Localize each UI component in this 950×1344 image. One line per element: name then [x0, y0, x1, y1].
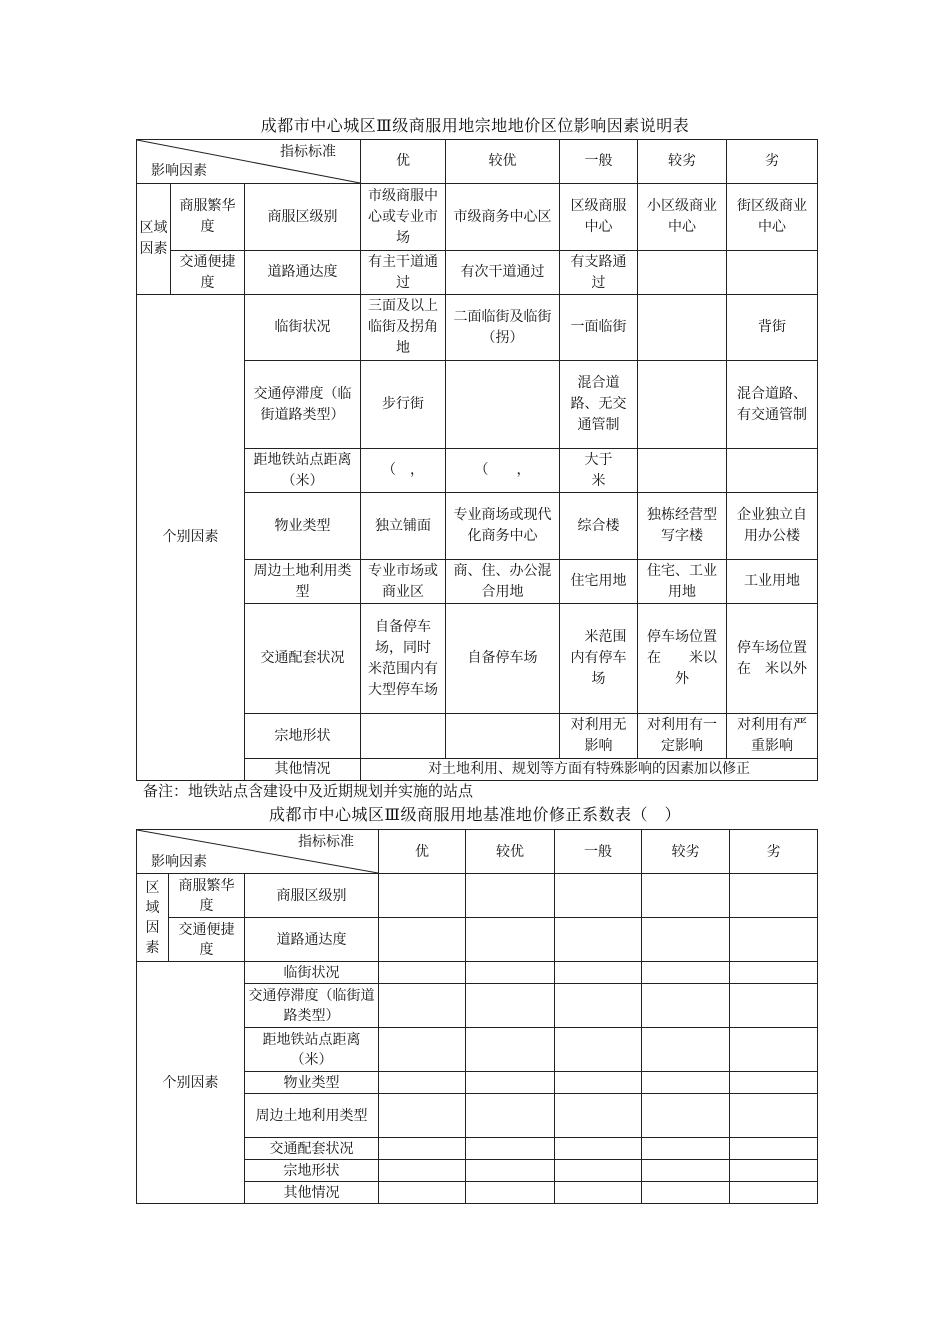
- table-cell: [727, 449, 818, 493]
- table-cell: 背街: [727, 295, 818, 361]
- table-cell: [379, 962, 466, 984]
- regional-factors-label: 区域因素: [137, 874, 169, 962]
- factor-name: 宗地形状: [245, 714, 361, 759]
- table-cell: [638, 449, 727, 493]
- factor-name: 其他情况: [245, 759, 361, 781]
- table-cell: [379, 874, 466, 918]
- table-cell: 工业用地: [727, 560, 818, 604]
- factor-name: 道路通达度: [245, 251, 361, 295]
- table-cell: [730, 1138, 818, 1160]
- factor-name: 周边土地利用类型: [245, 560, 361, 604]
- header-factor-label: 影响因素: [151, 163, 207, 179]
- table-cell: [730, 1160, 818, 1182]
- table-cell: 街区级商业中心: [727, 184, 818, 251]
- table-cell: [466, 1072, 555, 1094]
- grade-header: 较劣: [642, 830, 730, 874]
- table-cell: [555, 1028, 642, 1072]
- table-cell: [642, 1182, 730, 1204]
- factor-group: 交通便捷度: [169, 918, 245, 962]
- table-cell: 对利用无影响: [560, 714, 638, 759]
- table-cell: 步行街: [361, 361, 446, 449]
- table-cell: [466, 1182, 555, 1204]
- table-cell: [730, 1072, 818, 1094]
- table-cell: [642, 1028, 730, 1072]
- table-cell: [730, 1028, 818, 1072]
- factor-name: 交通配套状况: [245, 604, 361, 714]
- table-cell: 对利用有一定影响: [638, 714, 727, 759]
- table-cell: [446, 361, 560, 449]
- factor-name: 周边土地利用类型: [245, 1094, 379, 1138]
- table-cell: [642, 918, 730, 962]
- table-cell: （ ，: [361, 449, 446, 493]
- table-cell: 区级商服中心: [560, 184, 638, 251]
- table-cell: 有次干道通过: [446, 251, 560, 295]
- table-cell: 停车场位置在 米以外: [727, 604, 818, 714]
- individual-factors-label: 个别因素: [137, 295, 245, 781]
- table-cell: 混合道路、有交通管制: [727, 361, 818, 449]
- table-cell: [730, 918, 818, 962]
- grade-header: 较优: [446, 140, 560, 184]
- table-cell: [466, 874, 555, 918]
- table-cell: [466, 1138, 555, 1160]
- header-diagonal-cell: [137, 140, 361, 184]
- header-diagonal-cell: [137, 830, 379, 874]
- table-cell: [638, 295, 727, 361]
- table-cell: [642, 1094, 730, 1138]
- factor-name: 临街状况: [245, 295, 361, 361]
- factor-name: 道路通达度: [245, 918, 379, 962]
- table-cell: [361, 714, 446, 759]
- table-cell: [379, 1160, 466, 1182]
- table-cell: [642, 1160, 730, 1182]
- grade-header: 劣: [730, 830, 818, 874]
- header-factor-label: 影响因素: [151, 854, 207, 870]
- table-cell: [642, 1138, 730, 1160]
- table-cell: [379, 1028, 466, 1072]
- factor-group: 商服繁华度: [169, 874, 245, 918]
- table-cell: 有支路通过: [560, 251, 638, 295]
- factor-name: 其他情况: [245, 1182, 379, 1204]
- table-cell: [466, 1094, 555, 1138]
- table-cell: 三面及以上临街及拐角地: [361, 295, 446, 361]
- grade-header: 劣: [727, 140, 818, 184]
- header-indicator-label: 指标标准: [280, 144, 337, 160]
- table-cell: 独立铺面: [361, 493, 446, 560]
- footnote: 备注：地铁站点含建设中及近期规划并实施的站点: [143, 782, 474, 800]
- factor-name: 宗地形状: [245, 1160, 379, 1182]
- table-cell: 自备停车场: [446, 604, 560, 714]
- factor-name: 物业类型: [245, 493, 361, 560]
- table-cell: 有主干道通过: [361, 251, 446, 295]
- factor-name: 距地铁站点距离（米）: [245, 1028, 379, 1072]
- table-cell: 住宅用地: [560, 560, 638, 604]
- factor-name: 交通停滞度（临街道路类型）: [245, 361, 361, 449]
- table-cell: [379, 1182, 466, 1204]
- header-indicator-label: 指标标准: [298, 834, 355, 850]
- table-cell: 综合楼: [560, 493, 638, 560]
- regional-factors-label: 区域因素: [137, 184, 171, 295]
- table-cell: [379, 1138, 466, 1160]
- table-cell: [466, 962, 555, 984]
- table-cell: [466, 1028, 555, 1072]
- table-cell: [379, 1072, 466, 1094]
- table-cell: 一面临街: [560, 295, 638, 361]
- table-cell: [730, 874, 818, 918]
- table-cell: [466, 918, 555, 962]
- table-cell: [730, 1182, 818, 1204]
- table-cell: [555, 1182, 642, 1204]
- table-cell: [642, 962, 730, 984]
- grade-header: 优: [379, 830, 466, 874]
- table-cell: [642, 984, 730, 1028]
- table-cell: [638, 361, 727, 449]
- table-cell: [730, 984, 818, 1028]
- table-cell: 市级商服中心或专业市场: [361, 184, 446, 251]
- table-cell: [555, 984, 642, 1028]
- table-cell: 市级商务中心区: [446, 184, 560, 251]
- table-cell: [466, 984, 555, 1028]
- grade-header: 较优: [466, 830, 555, 874]
- table-cell: 停车场位置在 米以外: [638, 604, 727, 714]
- table-cell: 对利用有严重影响: [727, 714, 818, 759]
- location-factor-table: [136, 139, 818, 781]
- table-cell: [555, 1094, 642, 1138]
- table-cell: 专业市场或商业区: [361, 560, 446, 604]
- factor-name: 物业类型: [245, 1072, 379, 1094]
- grade-header: 一般: [555, 830, 642, 874]
- factor-name: 临街状况: [245, 962, 379, 984]
- table-cell: 企业独立自用办公楼: [727, 493, 818, 560]
- other-factors-note: 对土地利用、规划等方面有特殊影响的因素加以修正: [361, 759, 818, 781]
- table-cell: [555, 962, 642, 984]
- factor-name: 交通停滞度（临街道路类型）: [245, 984, 379, 1028]
- table-cell: 大于 米: [560, 449, 638, 493]
- table-cell: 商、住、办公混合用地: [446, 560, 560, 604]
- table-cell: [555, 1160, 642, 1182]
- correction-coefficient-table: [136, 829, 818, 1204]
- table-cell: 米范围内有停车场: [560, 604, 638, 714]
- table-cell: [642, 874, 730, 918]
- table2-title: 成都市中心城区Ⅲ级商服用地基准地价修正系数表（ ）: [269, 805, 681, 824]
- table-cell: [446, 714, 560, 759]
- factor-name: 交通配套状况: [245, 1138, 379, 1160]
- table-cell: [379, 1094, 466, 1138]
- table-cell: [379, 918, 466, 962]
- table-cell: [555, 1072, 642, 1094]
- table-cell: 小区级商业中心: [638, 184, 727, 251]
- factor-name: 商服区级别: [245, 184, 361, 251]
- table-cell: 专业商场或现代化商务中心: [446, 493, 560, 560]
- table-cell: [555, 1138, 642, 1160]
- grade-header: 较劣: [638, 140, 727, 184]
- table-cell: 自备停车场，同时 米范围内有大型停车场: [361, 604, 446, 714]
- table-cell: [379, 984, 466, 1028]
- table-cell: [730, 1094, 818, 1138]
- table-cell: 混合道路、无交通管制: [560, 361, 638, 449]
- table-cell: [730, 962, 818, 984]
- factor-group: 商服繁华度: [171, 184, 245, 251]
- table-cell: [638, 251, 727, 295]
- factor-name: 商服区级别: [245, 874, 379, 918]
- table-cell: （ ，: [446, 449, 560, 493]
- factor-group: 交通便捷度: [171, 251, 245, 295]
- table-cell: 二面临街及临街（拐）: [446, 295, 560, 361]
- table-cell: [727, 251, 818, 295]
- table-cell: [466, 1160, 555, 1182]
- table-cell: 住宅、工业用地: [638, 560, 727, 604]
- grade-header: 一般: [560, 140, 638, 184]
- table-cell: 独栋经营型写字楼: [638, 493, 727, 560]
- table-cell: [555, 874, 642, 918]
- table-cell: [642, 1072, 730, 1094]
- grade-header: 优: [361, 140, 446, 184]
- factor-name: 距地铁站点距离（米）: [245, 449, 361, 493]
- table-cell: [555, 918, 642, 962]
- individual-factors-label: 个别因素: [137, 962, 245, 1204]
- table1-title: 成都市中心城区Ⅲ级商服用地宗地地价区位影响因素说明表: [260, 116, 690, 135]
